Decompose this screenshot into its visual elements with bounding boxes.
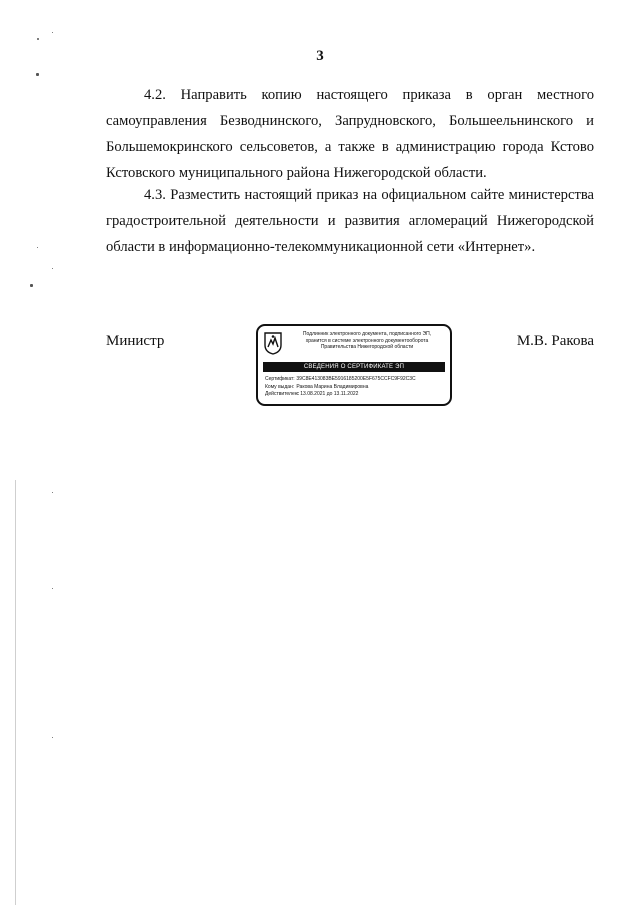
scan-speck <box>30 284 33 287</box>
stamp-title: СВЕДЕНИЯ О СЕРТИФИКАТЕ ЭП <box>263 362 445 372</box>
paragraph-4-3: 4.3. Разместить настоящий приказ на официальном сайте министерства градостроительной деятельности и развития агломераций Нижегородской области в информационно-телекоммуникационной сети «Интернет». <box>106 187 594 255</box>
issued-value: Ракова Марина Владимировна <box>296 383 369 390</box>
electronic-signature-stamp <box>256 324 452 406</box>
coat-of-arms-icon <box>263 331 283 355</box>
scan-speck <box>52 588 53 589</box>
scan-speck <box>52 492 53 493</box>
scan-speck <box>37 38 39 40</box>
stamp-valid-row <box>265 391 416 399</box>
stamp-header-line: хранится в системе электронного документооборота <box>305 337 429 344</box>
signatory-position: Министр <box>106 333 165 349</box>
stamp-details <box>265 376 416 399</box>
signatory-name: М.В. Ракова <box>516 333 594 349</box>
scan-speck <box>52 32 53 33</box>
stamp-header-line: Правительства Нижегородской области <box>320 344 414 350</box>
page-number: 3 <box>316 48 324 64</box>
paragraph-4-2: 4.2. Направить копию настоящего приказа в орган местного самоуправления Безводнинского, Запрудновского, Большеельнинского и Большемокринского сельсоветов, а также в администрацию города Кстово Кстовского муниципального района Нижегородской области. <box>106 87 594 181</box>
certificate-label: Сертификат: <box>265 376 295 382</box>
valid-label: Действителен: <box>265 391 299 397</box>
scan-margin-line <box>15 480 16 905</box>
scan-speck <box>37 247 38 248</box>
certificate-value: 39C8E413083BE5916185200E5F675CCFC9F92C3C <box>296 376 416 382</box>
stamp-issued-row <box>265 384 416 392</box>
valid-value: с 13.08.2021 до 13.11.2022 <box>296 391 359 397</box>
scan-speck <box>52 737 53 738</box>
stamp-header <box>286 331 448 351</box>
stamp-header-line: Подлинник электронного документа, подписанного ЭП, <box>302 331 432 337</box>
scan-speck <box>52 268 53 269</box>
stamp-certificate-row <box>265 376 416 384</box>
scan-speck <box>36 73 39 76</box>
issued-label: Кому выдан: <box>265 383 295 390</box>
